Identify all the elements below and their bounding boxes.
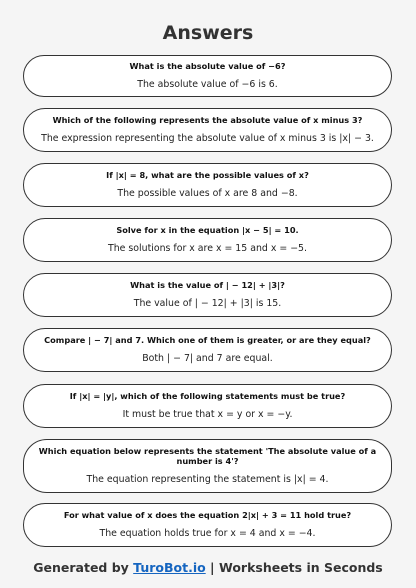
answer-text: Both | − 7| and 7 are equal. (142, 352, 273, 364)
question-text: If |x| = |y|, which of the following statements must be true? (69, 391, 346, 402)
answer-card (23, 384, 392, 428)
page-title: Answers (162, 22, 254, 44)
answer-card (23, 503, 392, 547)
answer-text: The equation representing the statement is |x| = 4. (86, 474, 329, 486)
question-text: If |x| = 8, what are the possible values of x? (106, 170, 309, 181)
question-text: Which of the following represents the absolute value of x minus 3? (52, 115, 363, 126)
answer-card (23, 439, 392, 493)
answer-text: The solutions for x are x = 15 and x = −5. (108, 242, 307, 254)
brand-link[interactable]: TuroBot.io (133, 560, 206, 575)
answer-text: The equation holds true for x = 4 and x = −4. (99, 527, 316, 539)
question-text: Which equation below represents the statement 'The absolute value of a number is 4'? (38, 445, 377, 467)
answer-card (23, 108, 392, 152)
footer-prefix: Generated by (33, 560, 134, 575)
answer-card (23, 273, 392, 317)
answer-card (23, 328, 392, 372)
question-text: What is the absolute value of −6? (129, 61, 286, 72)
question-text: Compare | − 7| and 7. Which one of them is greater, or are they equal? (44, 335, 371, 346)
answer-text: The value of | − 12| + |3| is 15. (133, 297, 282, 309)
question-text: For what value of x does the equation 2|x| + 3 = 11 hold true? (63, 510, 352, 521)
answer-text: The possible values of x are 8 and −8. (117, 187, 298, 199)
answer-text: It must be true that x = y or x = −y. (122, 408, 293, 420)
answer-card (23, 55, 392, 97)
question-text: Solve for x in the equation |x − 5| = 10. (116, 225, 299, 236)
question-text: What is the value of | − 12| + |3|? (130, 280, 285, 291)
answer-card (23, 163, 392, 207)
answer-text: The absolute value of −6 is 6. (137, 78, 278, 90)
answer-card (23, 218, 392, 262)
footer-suffix: | Worksheets in Seconds (205, 560, 383, 575)
answer-text: The expression representing the absolute value of x minus 3 is |x| − 3. (41, 132, 374, 144)
footer (0, 560, 416, 575)
